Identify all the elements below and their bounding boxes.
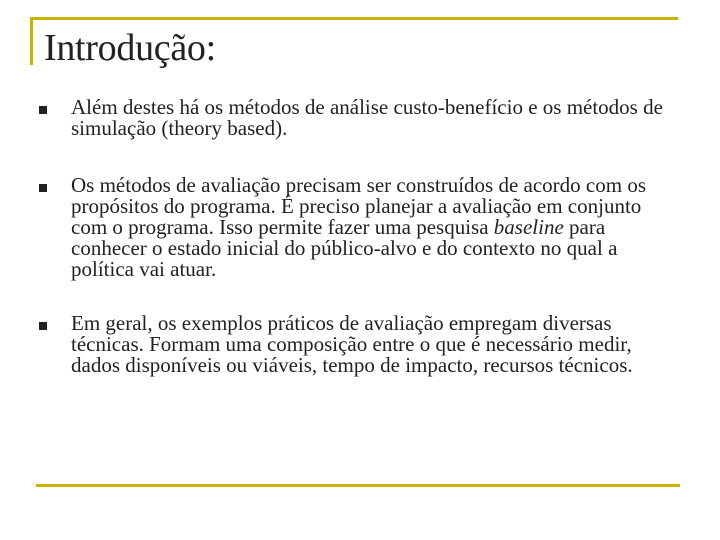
bullet-text-1: Além destes há os métodos de análise custo-benefício e os métodos de simulação (theory based). <box>71 95 663 140</box>
bullet-text-2-emphasis: baseline <box>493 215 564 239</box>
bullet-text-2-before: Os métodos de avaliação precisam ser construídos de acordo com os propósitos do programa. É preciso planejar a avaliação em conjunto com o programa. Isso permite fazer uma pesquisa <box>71 173 646 239</box>
square-bullet-icon <box>39 184 47 192</box>
bullet-item-2 <box>36 175 682 280</box>
bullet-item-3 <box>36 313 682 376</box>
title-frame-left-line <box>30 17 33 65</box>
slide-title: Introdução: <box>44 27 216 69</box>
footer-divider-line <box>36 484 680 487</box>
bullet-list <box>36 97 682 376</box>
title-frame-top-line <box>30 17 678 20</box>
square-bullet-icon <box>39 106 47 114</box>
square-bullet-icon <box>39 322 47 330</box>
bullet-item-1 <box>36 97 682 139</box>
bullet-text-3: Em geral, os exemplos práticos de avaliação empregam diversas técnicas. Formam uma composição entre o que é necessário medir, dados disponíveis ou viáveis, tempo de impacto, recursos técnicos. <box>71 311 633 377</box>
bullet-text-2-after: para conhecer o estado inicial do público-alvo e do contexto no qual a política vai atuar. <box>71 215 618 281</box>
